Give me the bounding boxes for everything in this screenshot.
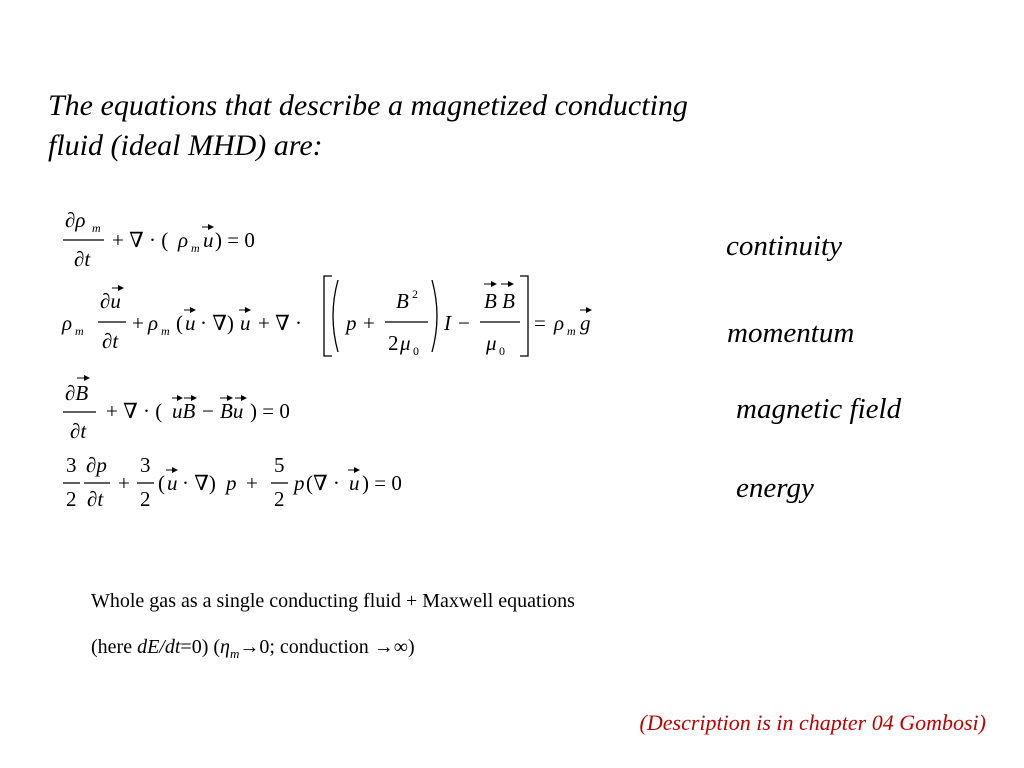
- svg-text:2: 2: [66, 487, 77, 511]
- label-magnetic-field: magnetic field: [736, 393, 902, 425]
- note-eta: η: [220, 636, 230, 658]
- note-prefix: (here: [91, 636, 138, 658]
- svg-text:=: =: [534, 311, 546, 335]
- svg-text:0: 0: [499, 344, 505, 358]
- svg-text:u: u: [185, 311, 196, 335]
- svg-text:2: 2: [140, 487, 151, 511]
- svg-text:μ: μ: [400, 331, 411, 355]
- title-line-1: The equations that describe a magnetized conducting: [48, 89, 688, 122]
- svg-text:m: m: [75, 324, 84, 338]
- mhd-equations-image: [60, 200, 620, 520]
- svg-text:+ ∇ ·: + ∇ ·: [258, 311, 302, 335]
- svg-text:μ: μ: [486, 331, 497, 355]
- svg-text:) = 0: ) = 0: [215, 228, 255, 252]
- svg-text:∂t: ∂t: [102, 329, 119, 353]
- label-momentum: momentum: [727, 317, 855, 349]
- svg-text:+ ∇ · (: + ∇ · (: [106, 399, 163, 423]
- svg-text:∂ρ: ∂ρ: [65, 208, 86, 232]
- note-mid: =0) (: [180, 636, 221, 658]
- svg-text:u: u: [240, 311, 251, 335]
- svg-text:(: (: [158, 471, 165, 495]
- svg-text:u: u: [349, 471, 360, 495]
- svg-text:∂u: ∂u: [100, 289, 121, 313]
- svg-text:m: m: [92, 221, 101, 235]
- svg-text:2: 2: [412, 287, 418, 301]
- svg-text:+: +: [132, 311, 144, 335]
- svg-text:) = 0: ) = 0: [362, 471, 402, 495]
- svg-text:p: p: [294, 471, 305, 495]
- svg-text:u: u: [167, 471, 178, 495]
- svg-text:I: I: [444, 311, 451, 335]
- svg-text:m: m: [161, 324, 170, 338]
- svg-text:ρ: ρ: [148, 311, 159, 335]
- label-continuity: continuity: [726, 230, 842, 262]
- svg-text:∂t: ∂t: [74, 247, 91, 271]
- note-var: dE/dt: [137, 636, 181, 658]
- note-rest: →0; conduction →∞): [239, 636, 415, 658]
- svg-text:uB: uB: [172, 399, 196, 423]
- label-energy: energy: [736, 472, 814, 504]
- svg-text:−: −: [202, 399, 214, 423]
- svg-text:2: 2: [388, 331, 399, 355]
- svg-text:3: 3: [66, 453, 77, 477]
- svg-text:+: +: [363, 311, 375, 335]
- svg-text:) = 0: ) = 0: [250, 399, 290, 423]
- svg-text:3: 3: [140, 453, 151, 477]
- svg-text:ρ: ρ: [62, 311, 73, 335]
- svg-text:∂p: ∂p: [86, 453, 107, 477]
- svg-text:p: p: [346, 311, 357, 335]
- note-eta-sub: m: [229, 646, 240, 661]
- title-line-2: fluid (ideal MHD) are:: [48, 129, 323, 162]
- svg-text:· ∇): · ∇): [182, 471, 216, 495]
- svg-text:(: (: [176, 311, 183, 335]
- note-line-1: Whole gas as a single conducting fluid + Maxwell equations: [91, 590, 575, 612]
- svg-text:(∇ ·: (∇ ·: [306, 471, 340, 495]
- svg-text:+: +: [118, 471, 130, 495]
- svg-text:2: 2: [274, 487, 285, 511]
- svg-text:p: p: [226, 471, 237, 495]
- svg-text:+ ∇ · (: + ∇ · (: [112, 228, 169, 252]
- svg-text:−: −: [458, 311, 470, 335]
- svg-text:u: u: [203, 228, 214, 252]
- svg-text:B: B: [396, 289, 409, 313]
- slide-title: [48, 86, 808, 166]
- svg-text:ρ: ρ: [178, 228, 189, 252]
- chapter-reference: (Description is in chapter 04 Gombosi): [639, 710, 986, 735]
- svg-text:m: m: [567, 324, 576, 338]
- svg-text:Bu: Bu: [220, 399, 244, 423]
- svg-text:ρ: ρ: [554, 311, 565, 335]
- svg-text:∂t: ∂t: [87, 487, 104, 511]
- svg-text:∂t: ∂t: [70, 419, 87, 443]
- svg-text:m: m: [191, 241, 200, 255]
- svg-text:· ∇): · ∇): [200, 311, 234, 335]
- svg-text:∂B: ∂B: [65, 381, 89, 405]
- svg-text:g: g: [580, 311, 591, 335]
- svg-text:+: +: [246, 471, 258, 495]
- svg-text:0: 0: [413, 344, 419, 358]
- svg-text:5: 5: [274, 453, 285, 477]
- svg-text:B B: B B: [484, 289, 515, 313]
- note-line-2: [91, 636, 415, 662]
